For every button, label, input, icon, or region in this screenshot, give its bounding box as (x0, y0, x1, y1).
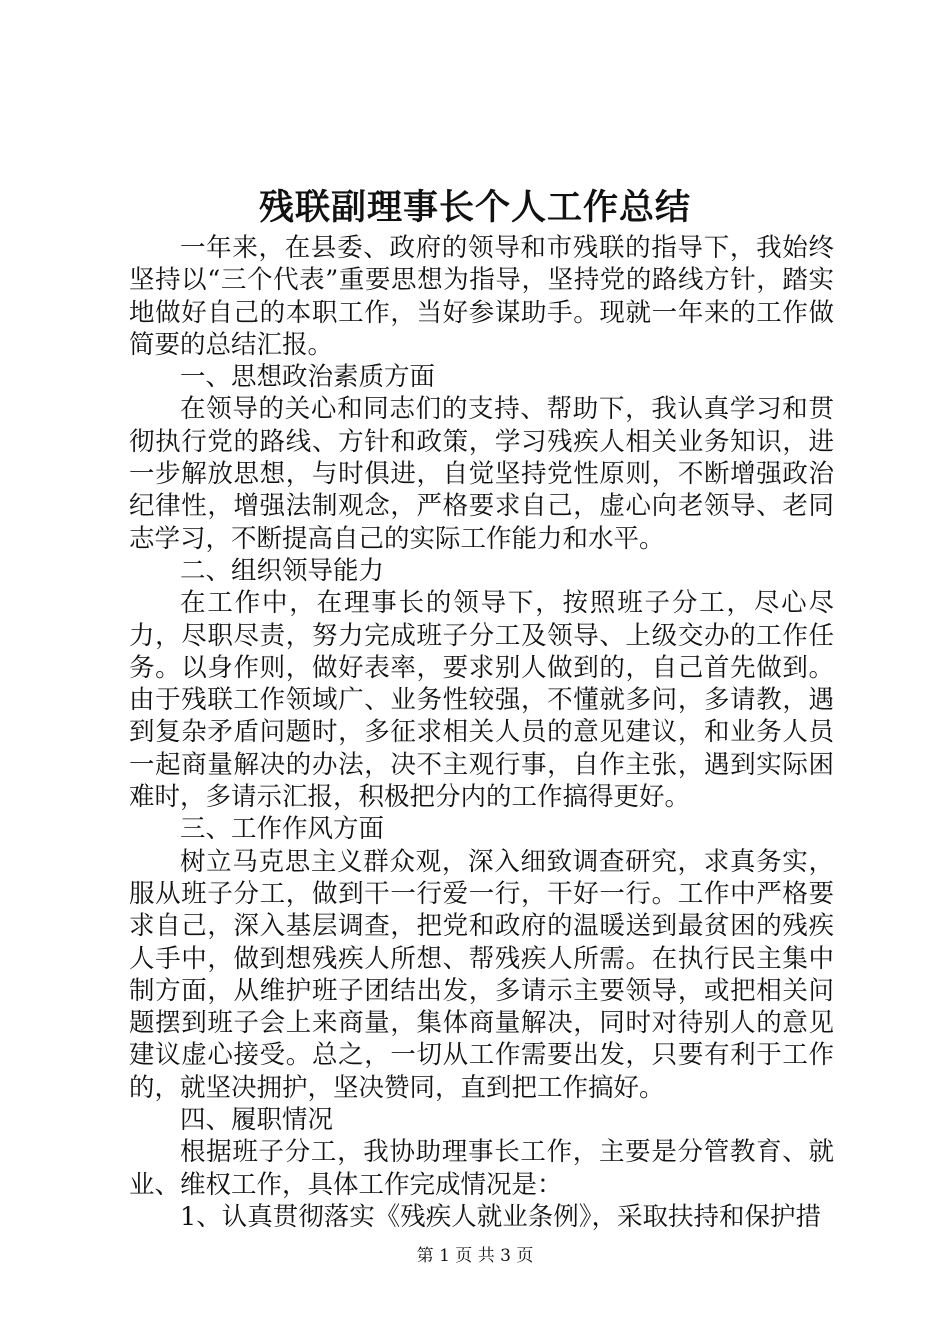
section-2-paragraph: 在工作中，在理事长的领导下，按照班子分工，尽心尽力，尽职尽责，努力完成班子分工及领导、上级交办的工作任务。以身作则，做好表率，要求别人做到的，自己首先做到。由于残联工作领域广、业务性较强，不懂就多问，多请教，遇到复杂矛盾问题时，多征求相关人员的意见建议，和业务人员一起商量解决的办法，决不主观行事，自作主张，遇到实际困难时，多请示汇报，积极把分内的工作搞得更好。 (129, 588, 834, 813)
section-4-paragraph: 根据班子分工，我协助理事长工作，主要是分管教育、就业、维权工作，具体工作完成情况是： (129, 1137, 834, 1200)
document-title: 残联副理事长个人工作总结 (258, 187, 691, 228)
section-heading-2: 二、组织领导能力 (180, 555, 385, 586)
section-heading-1: 一、思想政治素质方面 (180, 362, 436, 393)
section-3-paragraph: 树立马克思主义群众观，深入细致调查研究，求真务实，服从班子分工，做到干一行爱一行，干好一行。工作中严格要求自己，深入基层调查，把党和政府的温暖送到最贫困的残疾人手中，做到想残疾人所想、帮残疾人所需。在执行民主集中制方面，从维护班子团结出发，多请示主要领导，或把相关问题摆到班子会上来商量，集体商量解决，同时对待别人的意见建议虚心接受。总之，一切从工作需要出发，只要有利于工作的，就坚决拥护，坚决赞同，直到把工作搞好。 (129, 846, 834, 1103)
page-footer: 第 1 页 共 3 页 (416, 1246, 534, 1266)
section-heading-4: 四、履职情况 (180, 1105, 334, 1136)
section-heading-3: 三、工作作风方面 (180, 814, 385, 845)
intro-paragraph: 一年来，在县委、政府的领导和市残联的指导下，我始终坚持以“三个代表”重要思想为指导，坚持党的路线方针，踏实地做好自己的本职工作，当好参谋助手。现就一年来的工作做简要的总结汇报。 (129, 233, 834, 360)
section-1-paragraph: 在领导的关心和同志们的支持、帮助下，我认真学习和贯彻执行党的路线、方针和政策，学习残疾人相关业务知识，进一步解放思想，与时俱进，自觉坚持党性原则，不断增强政治纪律性，增强法制观念，严格要求自己，虚心向老领导、老同志学习，不断提高自己的实际工作能力和水平。 (129, 394, 834, 554)
section-4-item-1: 1、认真贯彻落实《残疾人就业条例》，采取扶持和保护措 (180, 1201, 821, 1232)
document-body (129, 232, 834, 1233)
